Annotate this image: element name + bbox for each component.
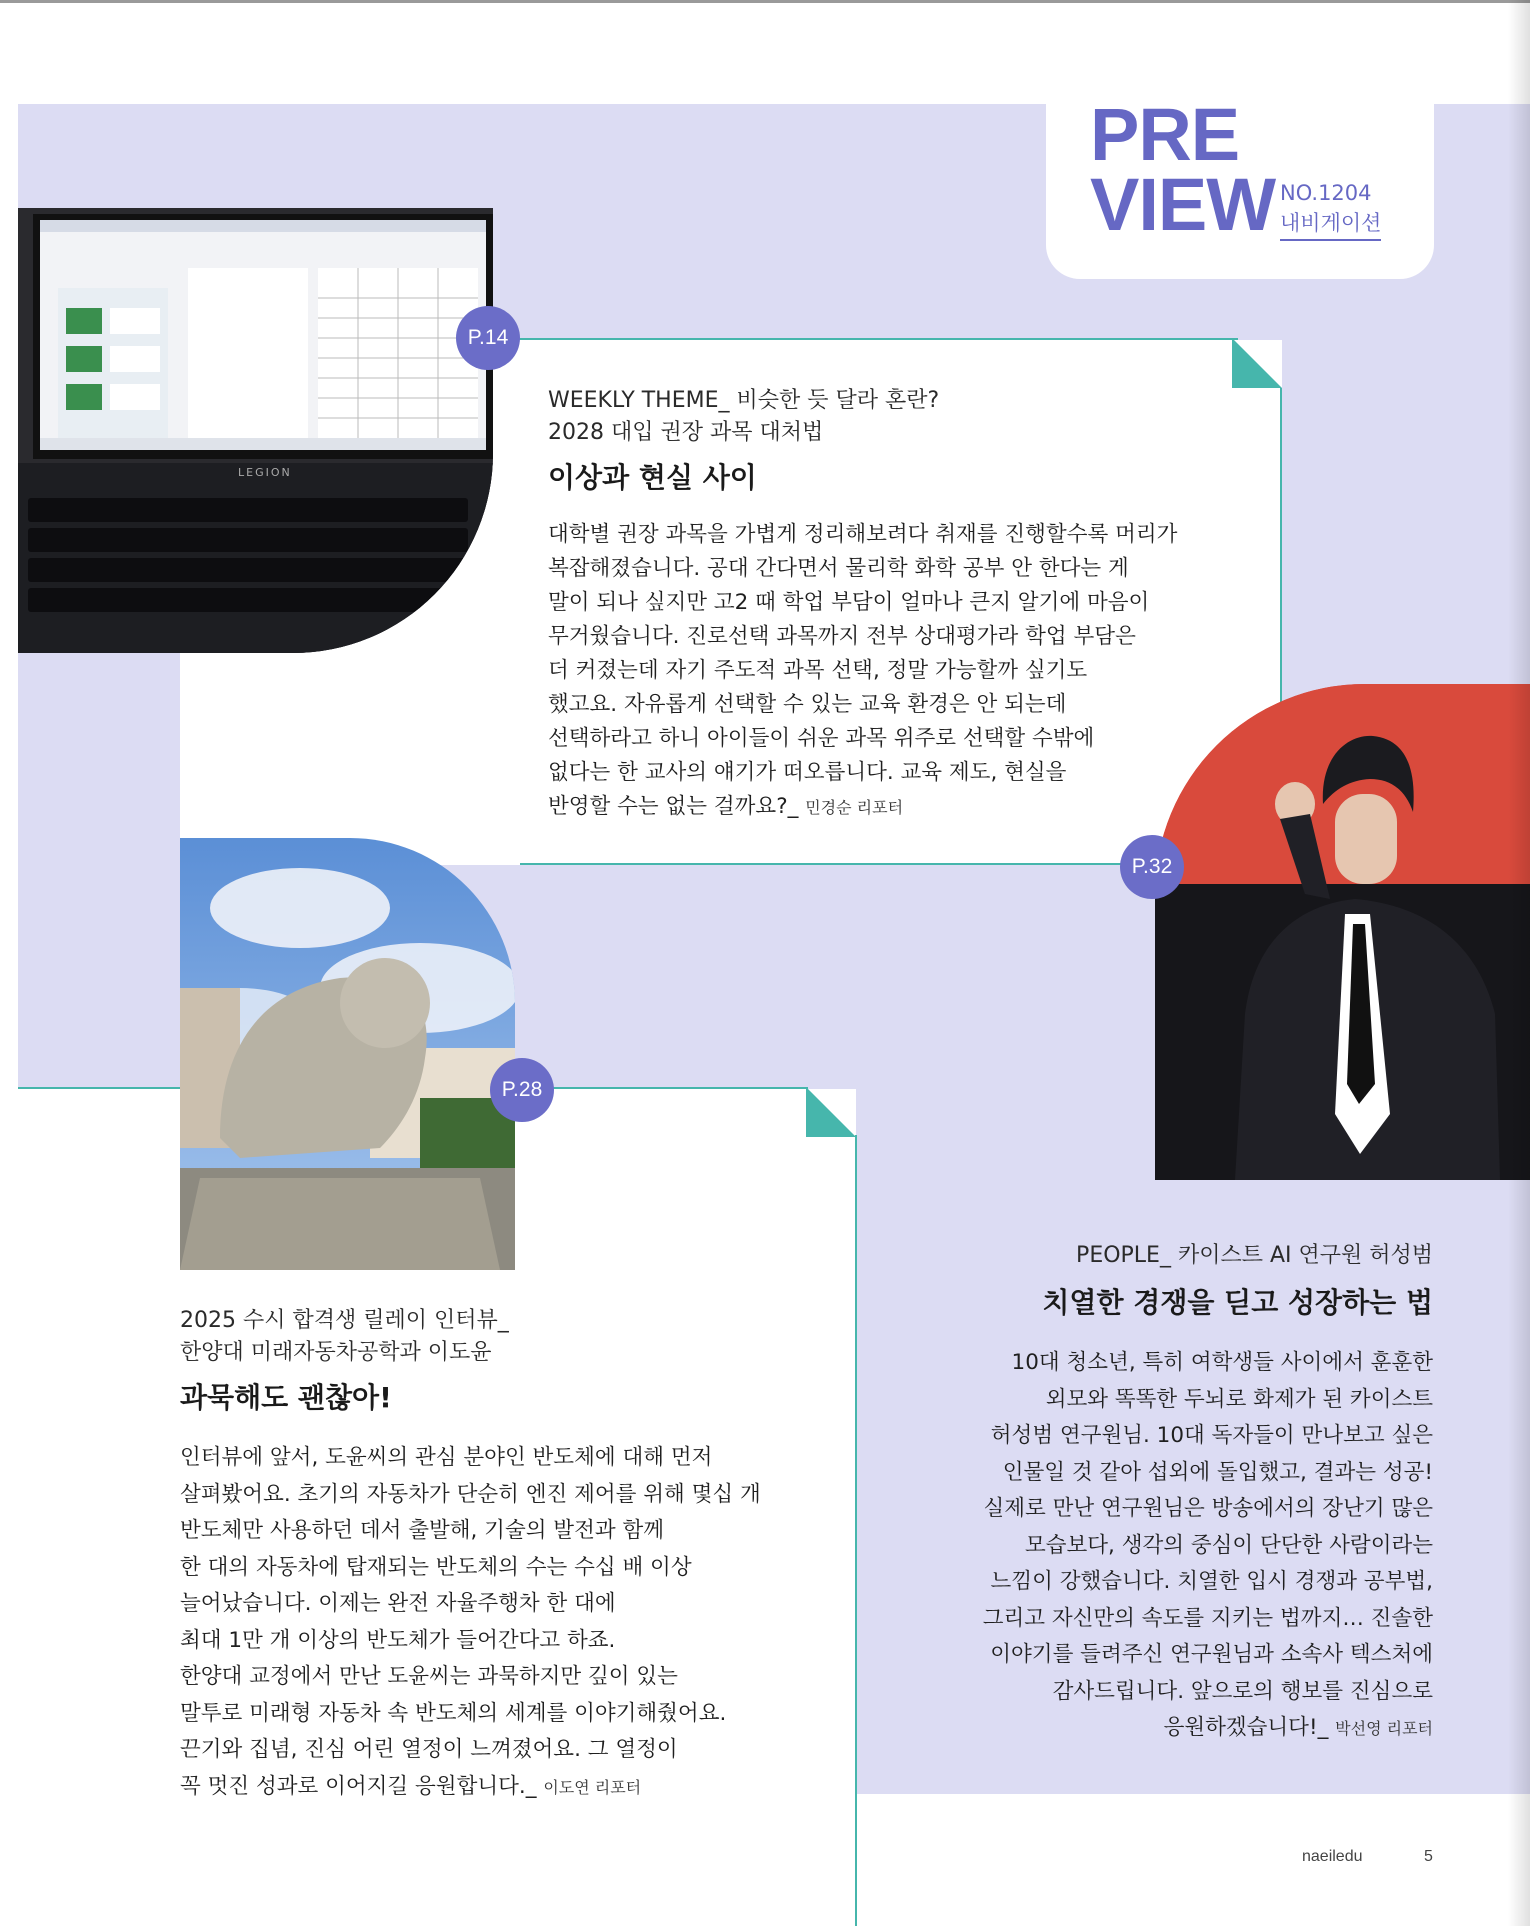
weekly-reporter: 민경순 리포터 [805,798,904,817]
section-name: 내비게이션 [1280,208,1381,241]
weekly-body-line: 선택하라고 하니 아이들이 쉬운 과목 위주로 선택할 수밖에 [548,726,1095,751]
interview-body-line: 늘어났습니다. 이제는 완전 자율주행차 한 대에 [180,1591,616,1616]
interview-body [180,1440,761,1806]
page-number: 5 [1424,1848,1433,1865]
footer-brand: naeiledu [1302,1848,1363,1865]
people-body-line: 그리고 자신만의 속도를 지키는 법까지… 진솔한 [982,1605,1433,1631]
interview-body-last-line [180,1769,761,1807]
weekly-body-line: 대학별 권장 과목을 가볍게 정리해보려다 취재를 진행할수록 머리가 [548,522,1178,547]
preview-title-line1: PRE [1090,93,1240,176]
people-illustration [1155,684,1530,1180]
people-body-line: 모습보다, 생각의 중심이 단단한 사람이라는 [1024,1532,1433,1558]
page-badge-p14: P.14 [456,306,520,370]
weekly-body-line: 말이 되나 싶지만 고2 때 학업 부담이 얼마나 큰지 알기에 마음이 [548,590,1150,615]
preview-title-line2: VIEW [1090,163,1276,246]
people-body-line: 실제로 만난 연구원님은 방송에서의 장난기 많은 [983,1496,1433,1521]
weekly-body-last-line [548,790,1177,825]
people-kicker: PEOPLE_ 카이스트 AI 연구원 허성범 [1076,1243,1433,1268]
weekly-kicker-line2: 2028 대입 권장 과목 대처법 [548,420,824,445]
issue-label [1280,178,1381,241]
people-headline: 치열한 경쟁을 딛고 성장하는 법 [1042,1286,1433,1319]
people-body-last: 응원하겠습니다!_ [1163,1715,1329,1740]
laptop-photo [18,208,493,653]
interview-body-line: 반도체만 사용하던 데서 출발해, 기술의 발전과 함께 [180,1518,664,1543]
people-body-line: 이야기를 들려주신 연구원님과 소속사 텍스처에 [990,1642,1433,1667]
weekly-body-line: 더 커졌는데 자기 주도적 과목 선택, 정말 가능할까 싶기도 [548,658,1088,683]
interview-kicker-line1: 2025 수시 합격생 릴레이 인터뷰_ [180,1308,509,1333]
preview-title [1090,93,1276,246]
people-body-line: 외모와 똑똑한 두뇌로 화제가 된 카이스트 [1045,1386,1433,1412]
weekly-body-last: 반영할 수는 없는 걸까요?_ [548,794,799,819]
weekly-headline: 이상과 현실 사이 [548,461,757,494]
lion-statue-photo [180,838,515,1270]
interview-body-last: 꼭 멋진 성과로 이어지길 응원합니다._ [180,1773,537,1799]
interview-kicker [180,1305,509,1369]
laptop-brand: LEGION [238,466,292,479]
people-body-line: 10대 청소년, 특히 여학생들 사이에서 훈훈한 [1011,1350,1433,1375]
weekly-body-line: 없다는 한 교사의 얘기가 떠오릅니다. 교육 제도, 현실을 [548,760,1067,785]
people-photo [1155,684,1530,1180]
people-body-line: 허성범 연구원님. 10대 독자들이 만나보고 싶은 [990,1423,1433,1448]
people-body-line: 느낌이 강했습니다. 치열한 입시 경쟁과 공부법, [990,1569,1433,1594]
weekly-card-corner-fold [1232,338,1284,390]
interview-body-line: 인터뷰에 앞서, 도윤씨의 관심 분야인 반도체에 대해 먼저 [180,1445,713,1470]
page-badge-p32: P.32 [1120,835,1184,899]
laptop-illustration [18,208,493,653]
issue-number: NO.1204 [1280,181,1372,205]
page-edge-shadow [1508,0,1530,1926]
interview-body-line: 살펴봤어요. 초기의 자동차가 단순히 엔진 제어를 위해 몇십 개 [180,1481,761,1507]
people-reporter: 박선영 리포터 [1335,1719,1433,1738]
interview-headline: 과묵해도 괜찮아! [180,1381,392,1414]
weekly-body-line: 복잡해졌습니다. 공대 간다면서 물리학 화학 공부 안 한다는 게 [548,556,1129,581]
people-body [855,1345,1433,1748]
interview-body-line: 말투로 미래형 자동차 속 반도체의 세계를 이야기해줬어요. [180,1700,727,1726]
lion-illustration [180,838,515,1270]
interview-reporter: 이도연 리포터 [543,1777,642,1797]
weekly-body-line: 했고요. 자유롭게 선택할 수 있는 교육 환경은 안 되는데 [548,692,1067,717]
weekly-card-top-line [480,338,1238,340]
top-border [0,0,1530,3]
interview-body-line: 최대 1만 개 이상의 반도체가 들어간다고 하죠. [180,1627,616,1653]
interview-body-line: 끈기와 집념, 진심 어린 열정이 느껴졌어요. 그 열정이 [180,1737,678,1762]
interview-card-corner-fold [806,1087,858,1139]
interview-body-line: 한양대 교정에서 만난 도윤씨는 과묵하지만 깊이 있는 [180,1664,678,1689]
interview-body-line: 한 대의 자동차에 탑재되는 반도체의 수는 수십 배 이상 [180,1554,692,1580]
interview-kicker-line2: 한양대 미래자동차공학과 이도윤 [180,1340,492,1365]
weekly-body [548,518,1177,825]
people-body-last-line [855,1710,1433,1748]
people-body-line: 인물일 것 같아 섭외에 돌입했고, 결과는 성공! [1002,1459,1433,1485]
weekly-body-line: 무거웠습니다. 진로선택 과목까지 전부 상대평가라 학업 부담은 [548,624,1136,649]
page-badge-p28: P.28 [490,1058,554,1122]
weekly-kicker-line1: WEEKLY THEME_ 비슷한 듯 달라 혼란? [548,388,940,413]
people-body-line: 감사드립니다. 앞으로의 행보를 진심으로 [1052,1678,1433,1704]
weekly-kicker [548,385,939,449]
